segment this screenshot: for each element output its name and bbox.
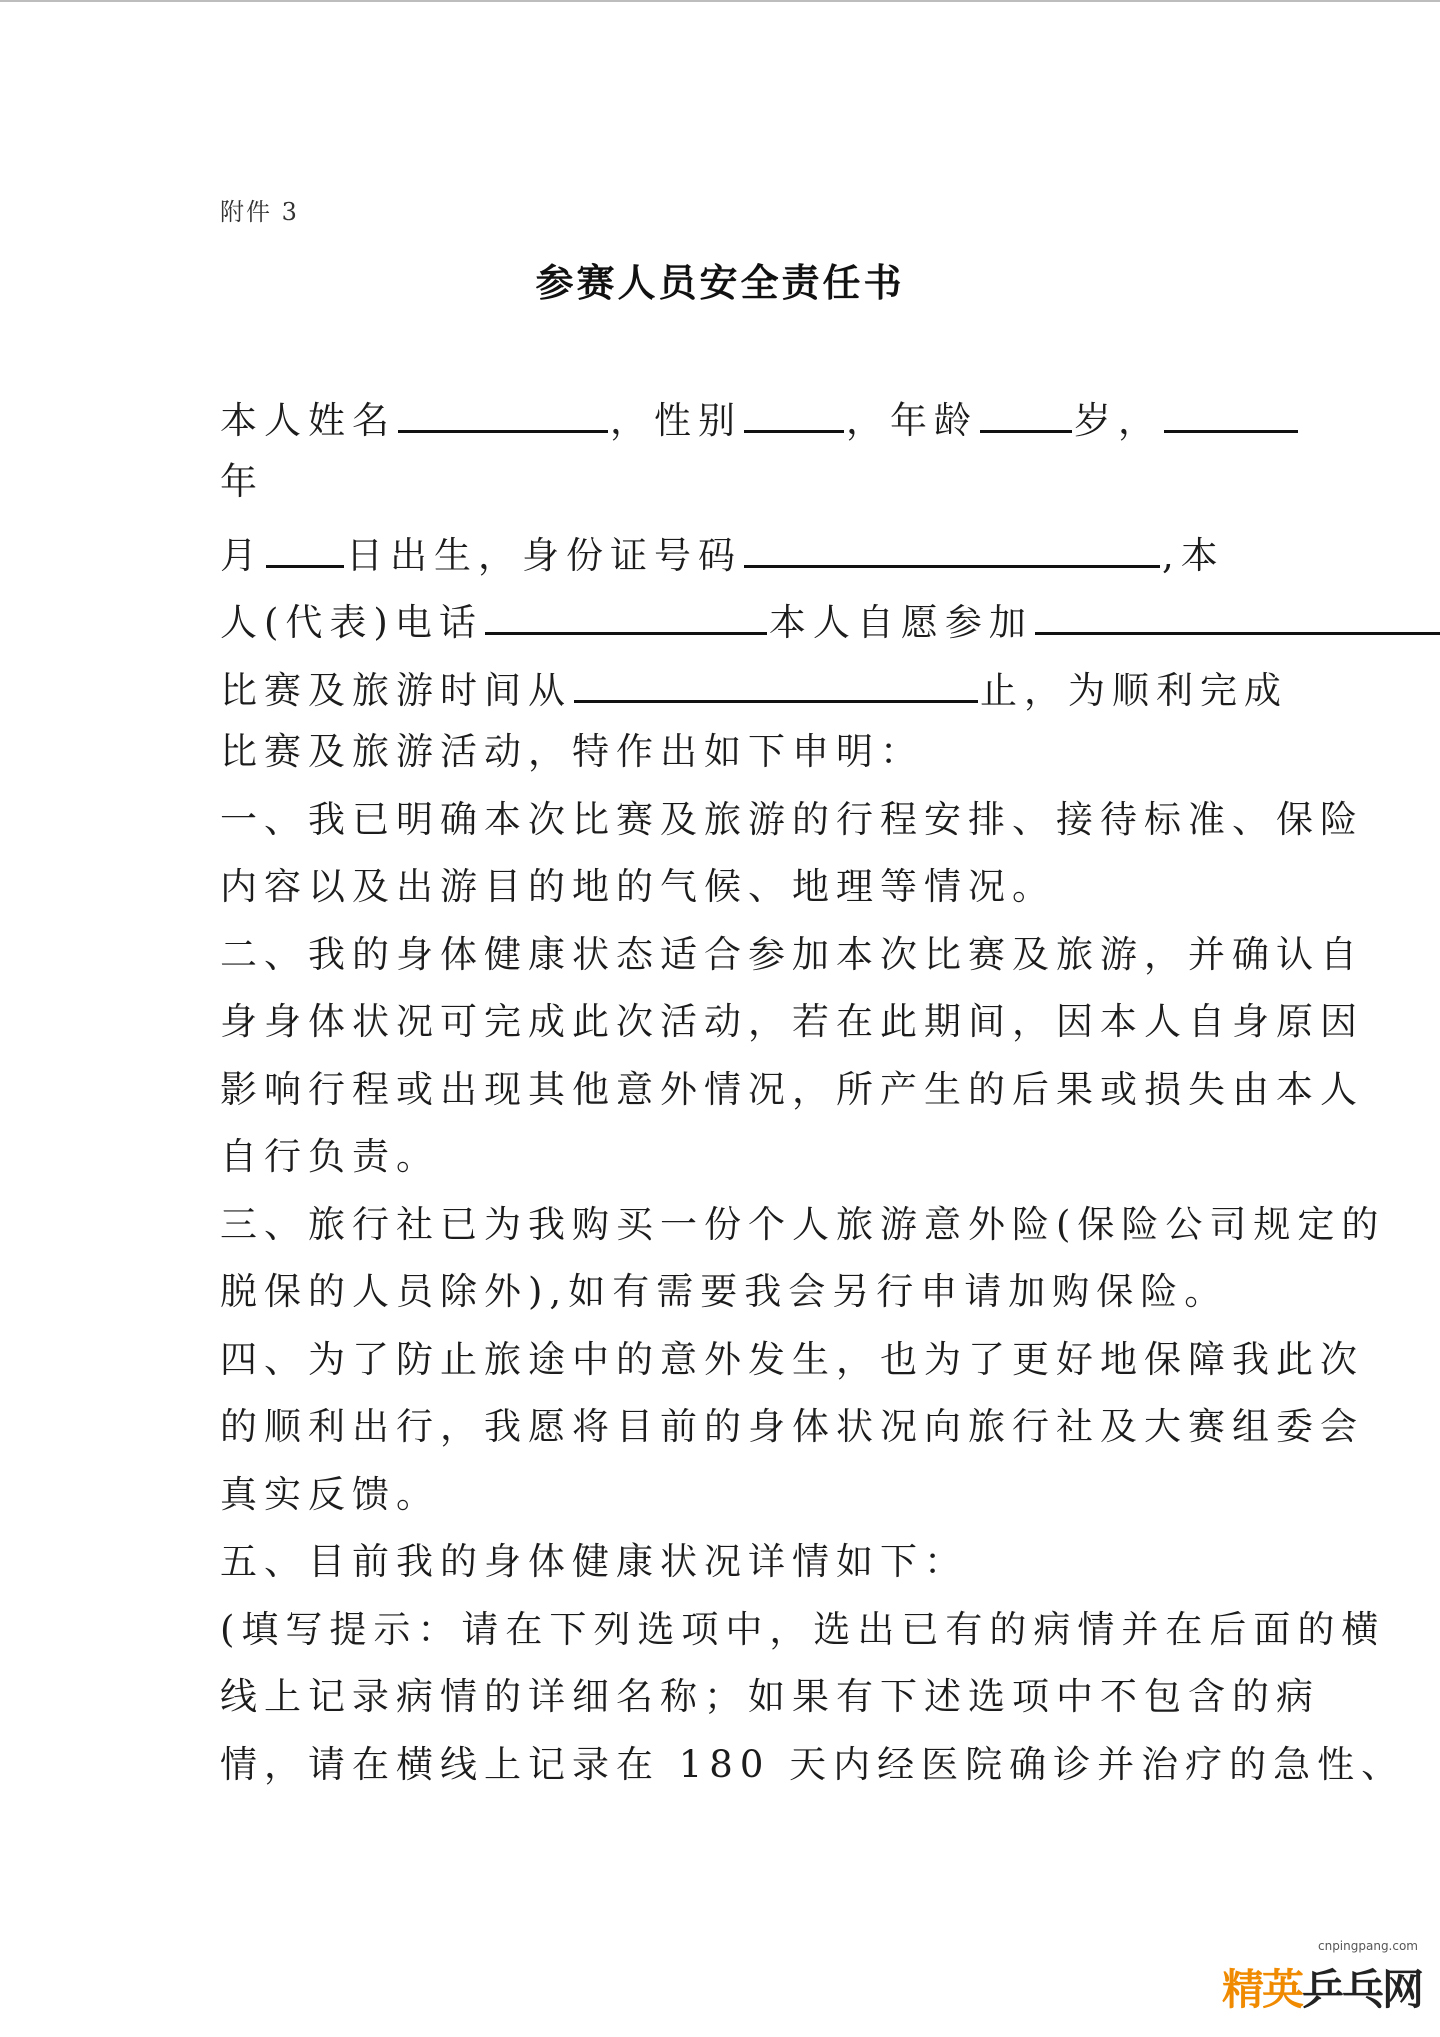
watermark-logo-part2: 乒乓网 — [1301, 1965, 1422, 2014]
period-field[interactable] — [574, 660, 978, 703]
watermark-logo — [1221, 1939, 1428, 2029]
id-tail-label: ,本 — [1162, 534, 1225, 577]
body-line: 自行负责。 — [220, 1135, 440, 1178]
age-unit-label: 岁， — [1074, 399, 1162, 442]
gender-field[interactable] — [744, 390, 844, 433]
body-line: (填写提示：请在下列选项中，选出已有的病情并在后面的横 — [220, 1608, 1386, 1651]
phone-label: 人(代表)电话 — [220, 601, 483, 644]
body-line: 一、我已明确本次比赛及旅游的行程安排、接待标准、保险 — [220, 798, 1364, 841]
body-line: 真实反馈。 — [220, 1473, 440, 1516]
body-line: 脱保的人员除外),如有需要我会另行申请加购保险。 — [220, 1270, 1229, 1313]
period-tail-label: 止，为顺利完成 — [980, 669, 1288, 712]
age-label: ，年龄 — [846, 399, 978, 442]
period-label: 比赛及旅游时间从 — [220, 669, 572, 712]
body-line: 比赛及旅游活动，特作出如下申明： — [220, 730, 924, 773]
year-label: 年 — [220, 460, 264, 503]
body-line: 影响行程或出现其他意外情况，所产生的后果或损失由本人 — [220, 1068, 1364, 1111]
gender-label: ，性别 — [610, 399, 742, 442]
form-line-name — [220, 390, 1300, 440]
form-line-year — [220, 457, 264, 507]
document-title: 参赛人员安全责任书 — [535, 260, 905, 305]
name-field[interactable] — [398, 390, 608, 433]
phone-field[interactable] — [485, 592, 767, 635]
birth-year-field[interactable] — [1164, 390, 1298, 433]
name-label: 本人姓名 — [220, 399, 396, 442]
form-line-period — [220, 660, 1288, 710]
id-number-field[interactable] — [744, 525, 1160, 568]
join-label: 本人自愿参加 — [768, 601, 1033, 644]
body-line: 四、为了防止旅途中的意外发生，也为了更好地保障我此次 — [220, 1338, 1364, 1381]
birth-month-field[interactable] — [266, 525, 344, 568]
month-label: 月 — [220, 534, 264, 577]
age-field[interactable] — [980, 390, 1072, 433]
body-line: 内容以及出游目的地的气候、地理等情况。 — [220, 865, 1056, 908]
attachment-label: 附件 3 — [220, 198, 299, 226]
body-line: 线上记录病情的详细名称；如果有下述选项中不包含的病 — [220, 1675, 1320, 1718]
watermark-url: cnpingpang.com — [1317, 1939, 1418, 1953]
form-line-birth — [220, 525, 1225, 575]
body-line: 三、旅行社已为我购买一份个人旅游意外险(保险公司规定的 — [220, 1203, 1386, 1246]
body-line: 身身体状况可完成此次活动，若在此期间，因本人自身原因 — [220, 1000, 1364, 1043]
event-field[interactable] — [1035, 592, 1440, 635]
birth-day-label: 日出生，身份证号码 — [346, 534, 742, 577]
top-border — [0, 0, 1440, 2]
watermark-logo-text — [1222, 1957, 1422, 2017]
watermark-logo-part1: 精英 — [1221, 1965, 1302, 2014]
body-line: 五、目前我的身体健康状况详情如下： — [220, 1540, 968, 1583]
body-line: 的顺利出行，我愿将目前的身体状况向旅行社及大赛组委会 — [220, 1405, 1364, 1448]
body-line: 情，请在横线上记录在 180 天内经医院确诊并治疗的急性、 — [220, 1743, 1406, 1786]
form-line-phone — [220, 592, 1440, 642]
body-line: 二、我的身体健康状态适合参加本次比赛及旅游，并确认自 — [220, 933, 1364, 976]
